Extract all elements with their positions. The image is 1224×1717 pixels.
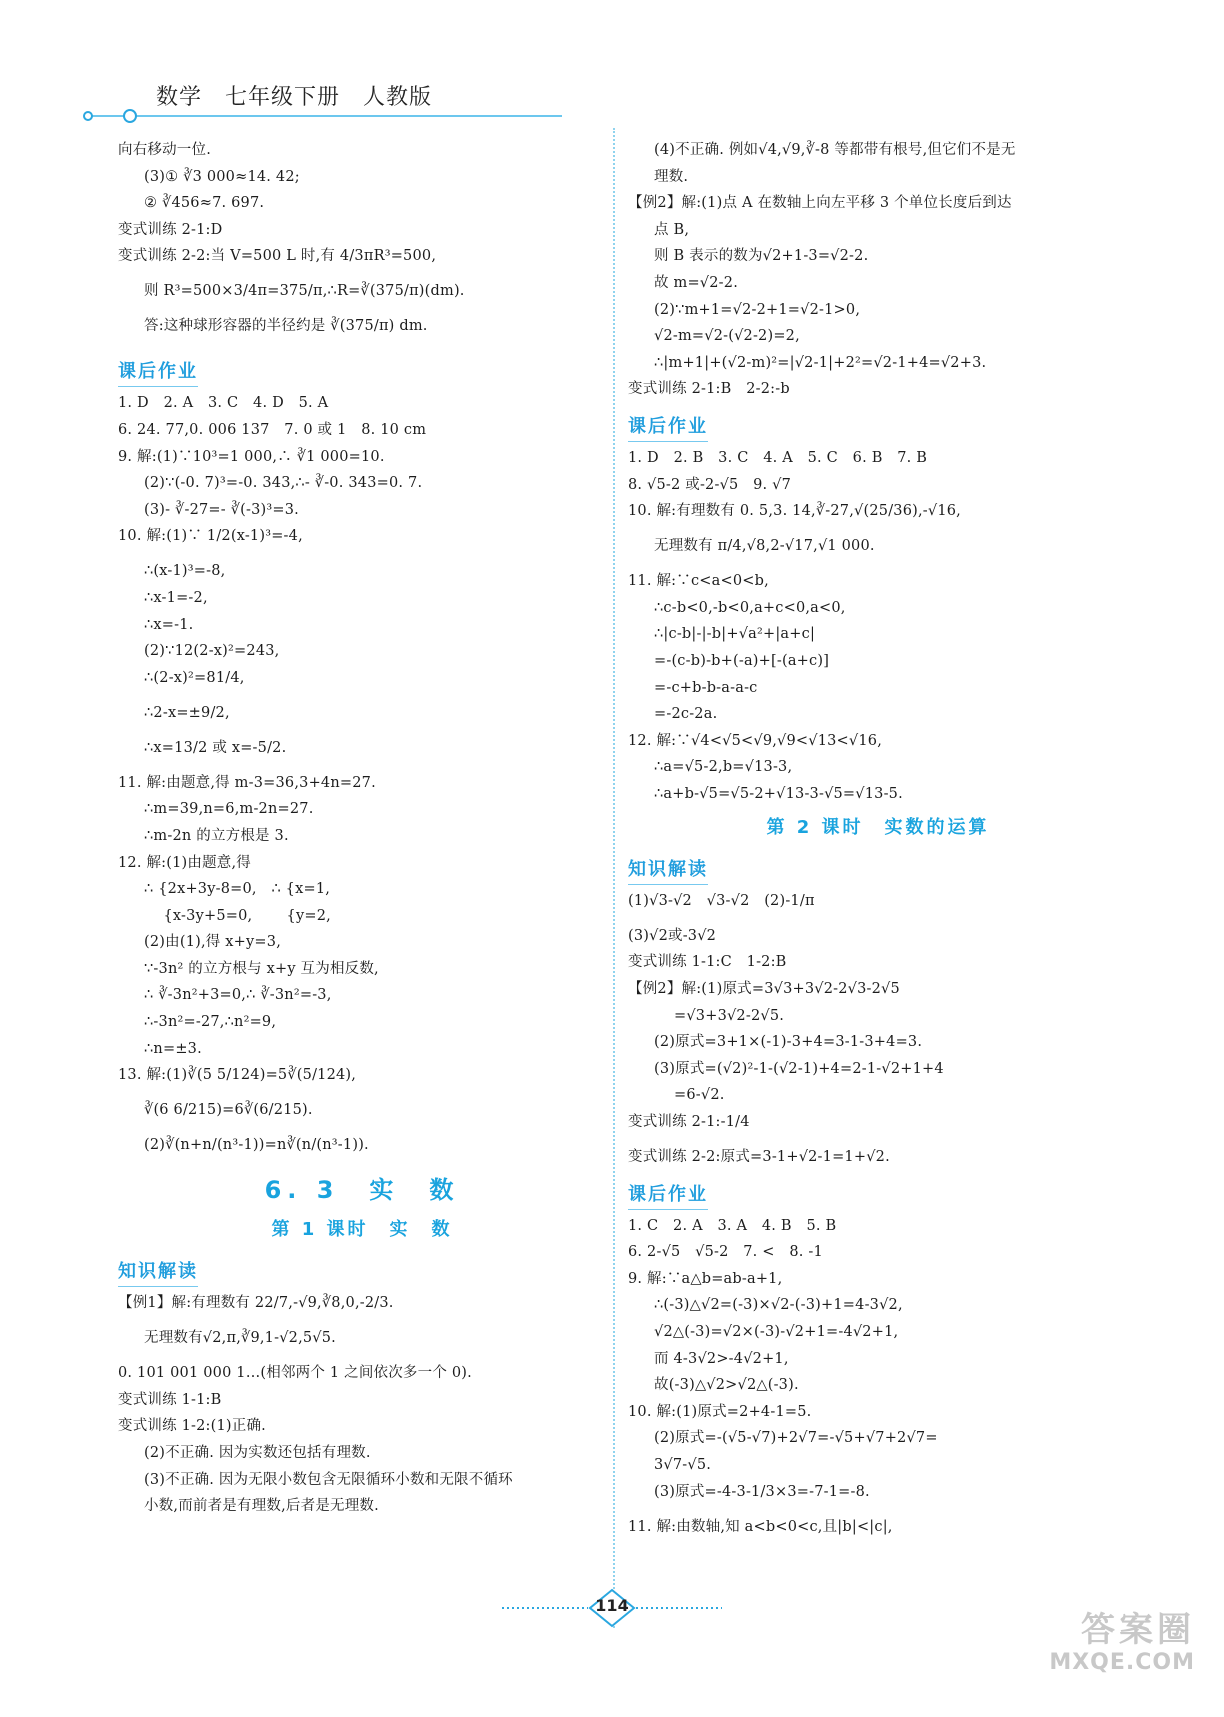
answer-line: =√3+3√2-2√5. (674, 1007, 785, 1024)
answer-line: ② ∛456≈7. 697. (144, 195, 265, 212)
lesson-title: 第 1 课时 实 数 (271, 1219, 453, 1241)
section-heading: 课后作业 (118, 357, 198, 387)
answer-line: 点 B, (654, 221, 690, 238)
answer-line: 无理数有 π/4,√8,2-√17,√1 000. (654, 538, 875, 555)
answer-line: 【例1】解:有理数有 22/7,-√9,∛8,0,-2/3. (118, 1295, 394, 1312)
answer-line: ∴m-2n 的立方根是 3. (144, 827, 289, 844)
answer-line: =-(c-b)-b+(-a)+[-(a+c)] (654, 652, 830, 669)
answer-line: 6. 2-√5 √5-2 7. < 8. -1 (628, 1244, 823, 1261)
answer-line: ∛(6 6/215)=6∛(6/215). (144, 1102, 313, 1119)
watermark-logo-text: 答案圈 (1081, 1610, 1195, 1650)
right-column (628, 140, 1128, 1543)
header-rule (82, 108, 562, 124)
answer-line: ∴c-b<0,-b<0,a+c<0,a<0, (654, 599, 846, 616)
answer-line: =-c+b-b-a-a-c (654, 679, 758, 696)
answer-line: ∴2-x=±9/2, (144, 704, 230, 721)
section-heading: 知识解读 (118, 1257, 198, 1287)
lesson-title: 第 2 课时 实数的运算 (766, 816, 990, 838)
answer-line: 向右移动一位. (118, 142, 212, 158)
answer-line: ∴ ∛-3n²+3=0,∴ ∛-3n²=-3, (144, 987, 332, 1004)
section-heading-row (628, 1174, 1128, 1216)
answer-line: 变式训练 2-1:-1/4 (628, 1114, 750, 1131)
answer-line: ∴a+b-√5=√5-2+√13-3-√5=√13-5. (654, 785, 903, 802)
answer-line: ∴ {2x+3y-8=0, ∴ {x=1, (144, 881, 331, 898)
answer-line: 10. 解:有理数有 0. 5,3. 14,∛-27,√(25/36),-√16, (628, 503, 961, 520)
watermark (955, 1610, 1195, 1676)
answer-line: (1)√3-√2 √3-√2 (2)-1/π (628, 892, 815, 909)
page-number: 114 (595, 1596, 629, 1615)
section-heading-row (628, 849, 1128, 891)
section-heading: 课后作业 (628, 1180, 708, 1210)
answer-line: 故(-3)△√2>√2△(-3). (654, 1377, 799, 1394)
answer-line: 6. 24. 77,0. 006 137 7. 0 或 1 8. 10 cm (118, 421, 427, 438)
answer-line: ∴x=-1. (144, 616, 194, 633)
answer-line: 而 4-3√2>-4√2+1, (654, 1350, 789, 1367)
answer-line: =6-√2. (674, 1087, 725, 1104)
answer-line: 小数,而前者是有理数,后者是无理数. (144, 1498, 379, 1515)
answer-line: 则 B 表示的数为√2+1-3=√2-2. (654, 248, 869, 265)
answer-line: ∴-3n²=-27,∴n²=9, (144, 1014, 277, 1031)
answer-line: 理数. (654, 168, 689, 185)
answer-line: (2)∵12(2-x)²=243, (144, 643, 280, 660)
answer-line: 变式训练 2-2:当 V=500 L 时,有 4/3πR³=500, (118, 248, 437, 265)
chapter-title: 6. 3 实 数 (264, 1176, 460, 1205)
answer-line: 10. 解:(1)∵ 1/2(x-1)³=-4, (118, 528, 303, 545)
answer-line: 11. 解:∵c<a<0<b, (628, 573, 769, 590)
watermark-site-text: MXQE.COM (1049, 1650, 1195, 1675)
answer-line: 9. 解:∵a△b=ab-a+1, (628, 1270, 783, 1287)
answer-line: 故 m=√2-2. (654, 274, 739, 291)
answer-line: 变式训练 2-2:原式=3-1+√2-1=1+√2. (628, 1149, 890, 1166)
section-heading-row (628, 406, 1128, 448)
header-title: 数学 七年级下册 人教版 (156, 85, 433, 110)
answer-line: 9. 解:(1)∵10³=1 000,∴ ∛1 000=10. (118, 448, 385, 465)
answer-line: (3)① ∛3 000≈14. 42; (144, 168, 300, 185)
answer-line: 则 R³=500×3/4π=375/π,∴R=∛(375/π)(dm). (144, 283, 465, 300)
answer-line: 【例2】解:(1)原式=3√3+3√2-2√3-2√5 (628, 981, 900, 998)
answer-line: ∴a=√5-2,b=√13-3, (654, 759, 793, 776)
section-heading-row (118, 1251, 606, 1293)
answer-line: ∴(x-1)³=-8, (144, 563, 226, 580)
answer-line: (3)- ∛-27=- ∛(-3)³=3. (144, 501, 299, 518)
answer-line: ∴m=39,n=6,m-2n=27. (144, 801, 314, 818)
answer-line: 0. 101 001 000 1…(相邻两个 1 之间依次多一个 0). (118, 1365, 472, 1382)
answer-line: ∴x-1=-2, (144, 589, 208, 606)
section-heading: 课后作业 (628, 412, 708, 442)
answer-line: 答:这种球形容器的半径约是 ∛(375/π) dm. (144, 318, 428, 335)
left-column (118, 140, 606, 1523)
answer-line: 8. √5-2 或-2-√5 9. √7 (628, 476, 792, 493)
answer-line: (2)由(1),得 x+y=3, (144, 934, 281, 951)
answer-line: 1. D 2. A 3. C 4. D 5. A (118, 395, 329, 412)
answer-line: ∵-3n² 的立方根与 x+y 互为相反数, (144, 960, 379, 977)
answer-line: ∴x=13/2 或 x=-5/2. (144, 739, 287, 756)
column-divider (613, 128, 615, 1628)
answer-line: (2)不正确. 因为实数还包括有理数. (144, 1445, 371, 1462)
answer-line: ∴n=±3. (144, 1040, 202, 1057)
answer-line: (3)√2或-3√2 (628, 927, 717, 944)
page-number-badge (500, 1588, 724, 1628)
answer-line: 12. 解:∵√4<√5<√9,√9<√13<√16, (628, 732, 883, 749)
answer-line: 3√7-√5. (654, 1456, 712, 1473)
answer-line: (2)原式=3+1×(-1)-3+4=3-1-3+4=3. (654, 1034, 923, 1051)
answer-line: √2-m=√2-(√2-2)=2, (654, 328, 800, 345)
answer-line: 变式训练 1-1:C 1-2:B (628, 954, 787, 971)
answer-line: 1. D 2. B 3. C 4. A 5. C 6. B 7. B (628, 449, 928, 466)
answer-line: 变式训练 1-2:(1)正确. (118, 1418, 266, 1435)
answer-line: (2)∛(n+n/(n³-1))=n∛(n/(n³-1)). (144, 1137, 369, 1154)
answer-line: =-2c-2a. (654, 706, 718, 723)
answer-line: (2)∵(-0. 7)³=-0. 343,∴- ∛-0. 343=0. 7. (144, 475, 423, 492)
answer-line: 无理数有√2,π,∛9,1-√2,5√5. (144, 1330, 336, 1347)
answer-line: 变式训练 2-1:D (118, 221, 223, 238)
answer-line: ∴(-3)△√2=(-3)×√2-(-3)+1=4-3√2, (654, 1297, 903, 1314)
answer-line: (3)不正确. 因为无限小数包含无限循环小数和无限不循环 (144, 1471, 513, 1488)
answer-line: 变式训练 1-1:B (118, 1391, 222, 1408)
section-heading: 知识解读 (628, 855, 708, 885)
section-heading-row (118, 351, 606, 393)
answer-line: 11. 解:由数轴,知 a<b<0<c,且|b|<|c|, (628, 1518, 893, 1535)
answer-line: ∴|c-b|-|-b|+√a²+|a+c| (654, 626, 816, 643)
answer-line: (2)原式=-(√5-√7)+2√7=-√5+√7+2√7= (654, 1430, 938, 1447)
answer-line: 【例2】解:(1)点 A 在数轴上向左平移 3 个单位长度后到达 (628, 195, 1012, 212)
answer-line: 10. 解:(1)原式=2+4-1=5. (628, 1403, 812, 1420)
answer-line: (2)∵m+1=√2-2+1=√2-1>0, (654, 301, 861, 318)
answer-line: (4)不正确. 例如√4,√9,∛-8 等都带有根号,但它们不是无 (654, 142, 1016, 158)
answer-line: ∴(2-x)²=81/4, (144, 669, 245, 686)
answer-line: 变式训练 2-1:B 2-2:-b (628, 381, 790, 398)
answer-line: (3)原式=-4-3-1/3×3=-7-1=-8. (654, 1483, 870, 1500)
answer-line: 13. 解:(1)∛(5 5/124)=5∛(5/124), (118, 1067, 357, 1084)
answer-line: 1. C 2. A 3. A 4. B 5. B (628, 1217, 837, 1234)
answer-line: 12. 解:(1)由题意,得 (118, 854, 252, 871)
answer-line: √2△(-3)=√2×(-3)-√2+1=-4√2+1, (654, 1324, 899, 1340)
answer-line: {x-3y+5=0, {y=2, (144, 907, 331, 924)
answer-line: ∴|m+1|+(√2-m)²=|√2-1|+2²=√2-1+4=√2+3. (654, 354, 987, 371)
answer-line: (3)原式=(√2)²-1-(√2-1)+4=2-1-√2+1+4 (654, 1060, 944, 1077)
answer-line: 11. 解:由题意,得 m-3=36,3+4n=27. (118, 774, 376, 791)
